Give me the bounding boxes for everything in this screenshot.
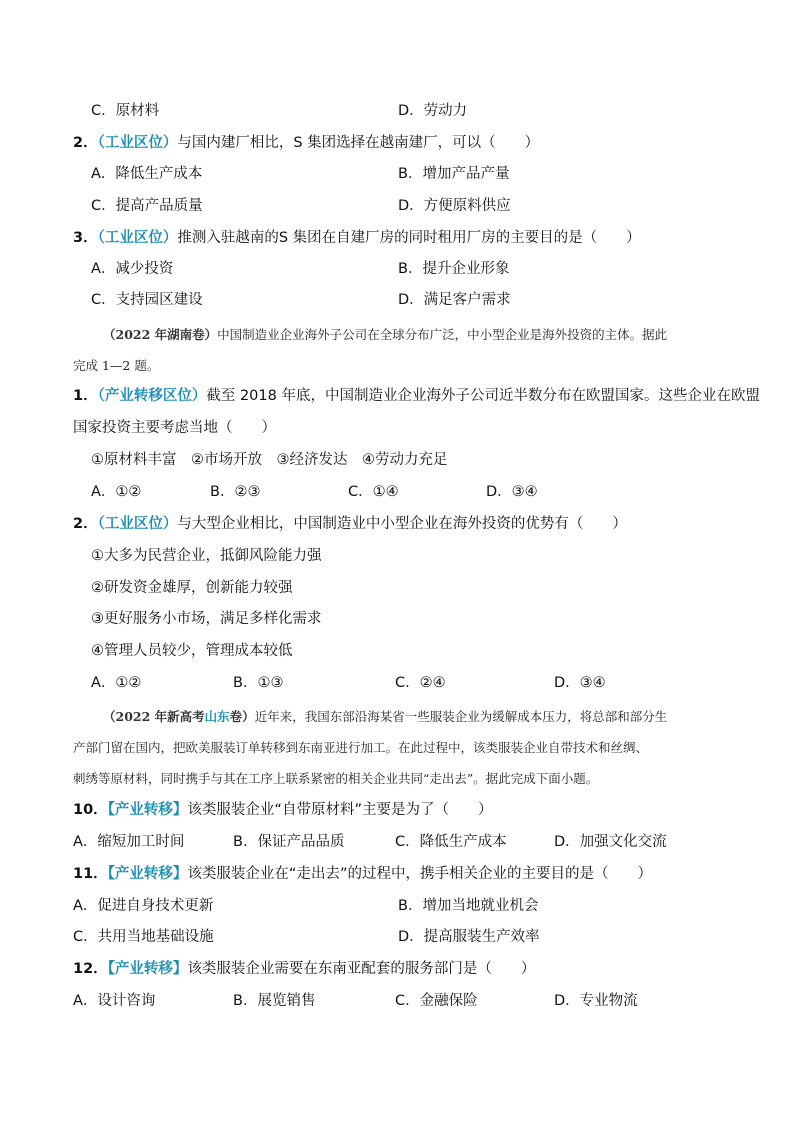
question-11 [73, 863, 738, 885]
option-b: B．展览销售 [233, 993, 316, 1009]
option-c: C．降低生产成本 [395, 834, 507, 850]
question-text: 截至 2018 年底，中国制造业企业海外子公司近半数分布在欧盟国家。这些企业在欧盟 [206, 388, 760, 404]
option-d: D．加强文化交流 [554, 834, 667, 850]
option-a: A．缩短加工时间 [73, 834, 185, 850]
option-c: C．共用当地基础设施 [73, 929, 214, 945]
question-number: 11． [73, 866, 108, 882]
question-10 [73, 799, 738, 821]
option-b: B．①③ [233, 675, 284, 691]
passage-text: 近年来，我国东部沿海某省一些服装企业为缓解成本压力，将总部和部分生 [254, 709, 668, 724]
option-a: A．设计咨询 [73, 993, 156, 1009]
option-a: A．降低生产成本 [91, 166, 203, 182]
question-number: 12． [73, 961, 108, 977]
passage-intro-shandong [73, 701, 734, 794]
question-tag: （工业区位） [97, 230, 178, 246]
option-c: C．②④ [395, 675, 446, 691]
question-number: 3． [73, 230, 98, 246]
option-a: A．①② [91, 484, 142, 500]
option-d: D．劳动力 [398, 103, 468, 119]
option-d: D．满足客户需求 [398, 292, 511, 308]
option-d: D．③④ [486, 484, 538, 500]
question-tag: 【产业转移】 [107, 961, 188, 977]
option-d: D．方便原料供应 [398, 198, 511, 214]
option-c: C．原材料 [91, 103, 160, 119]
question-tag: （工业区位） [97, 516, 178, 532]
question-3a [73, 227, 738, 249]
statement-4: ④管理人员较少，管理成本较低 [91, 643, 293, 659]
question-number: 1． [73, 388, 98, 404]
statement-1: ①大多为民营企业，抵御风险能力强 [91, 548, 322, 564]
question-number: 2． [73, 135, 98, 151]
option-a: A．①② [91, 675, 142, 691]
question-text: 与国内建厂相比，S 集团选择在越南建厂，可以（ ） [177, 135, 540, 151]
option-c: C．①④ [348, 484, 399, 500]
passage-text: 中国制造业企业海外子公司在全球分布广泛，中小型企业是海外投资的主体。据此 [217, 327, 668, 342]
question-text-cont: 国家投资主要考虑当地（ ） [73, 420, 276, 436]
statement-2: ②研发资金雄厚，创新能力较强 [91, 580, 293, 596]
question-number: 10． [73, 802, 108, 818]
passage-text-cont: 产部门留在国内，把欧美服装订单转移到东南亚进行加工。在此过程中，该类服装企业自带技术和丝绸、 [73, 740, 649, 755]
passage-text-cont: 刺绣等原材料，同时携手与其在工序上联系紧密的相关企业共同“走出去”。据此完成下面小题。 [73, 771, 599, 786]
option-d: D．③④ [554, 675, 606, 691]
source-highlight: 山东 [204, 709, 230, 724]
question-2b [73, 513, 738, 535]
option-a: A．促进自身技术更新 [73, 898, 214, 914]
statement-list: ①原材料丰富 ②市场开放 ③经济发达 ④劳动力充足 [91, 452, 448, 468]
option-c: C．提高产品质量 [91, 198, 203, 214]
option-b: B．②③ [210, 484, 261, 500]
question-tag: 【产业转移】 [107, 866, 188, 882]
question-tag: （工业区位） [97, 135, 178, 151]
question-tag: 【产业转移】 [107, 802, 188, 818]
option-d: D．专业物流 [554, 993, 638, 1009]
option-a: A．减少投资 [91, 261, 174, 277]
option-d: D．提高服装生产效率 [398, 929, 540, 945]
option-b: B．增加当地就业机会 [398, 898, 539, 914]
source-suffix: 卷） [229, 709, 255, 724]
question-text: 该类服装企业需要在东南亚配套的服务部门是（ ） [187, 961, 536, 977]
option-c: C．金融保险 [395, 993, 478, 1009]
question-text: 该类服装企业“自带原材料”主要是为了（ ） [187, 802, 493, 818]
question-text: 与大型企业相比，中国制造业中小型企业在海外投资的优势有（ ） [177, 516, 627, 532]
source-prefix: （2022 年新高考 [103, 709, 205, 724]
question-text: 推测入驻越南的S 集团在自建厂房的同时租用厂房的主要目的是（ ） [177, 230, 641, 246]
option-b: B．增加产品产量 [398, 166, 510, 182]
question-text: 该类服装企业在“走出去”的过程中，携手相关企业的主要目的是（ ） [187, 866, 652, 882]
statement-3: ③更好服务小市场，满足多样化需求 [91, 611, 322, 627]
question-1b [73, 385, 760, 407]
question-number: 2． [73, 516, 98, 532]
option-c: C．支持园区建设 [91, 292, 203, 308]
question-2a [73, 132, 738, 154]
question-12 [73, 958, 738, 980]
option-b: B．保证产品品质 [233, 834, 345, 850]
passage-intro-hunan [73, 319, 734, 381]
passage-source: （2022 年湖南卷） [103, 327, 218, 342]
passage-source [103, 709, 255, 724]
passage-text-cont: 完成 1—2 题。 [73, 358, 160, 373]
option-b: B．提升企业形象 [398, 261, 510, 277]
question-tag: （产业转移区位） [97, 388, 207, 404]
